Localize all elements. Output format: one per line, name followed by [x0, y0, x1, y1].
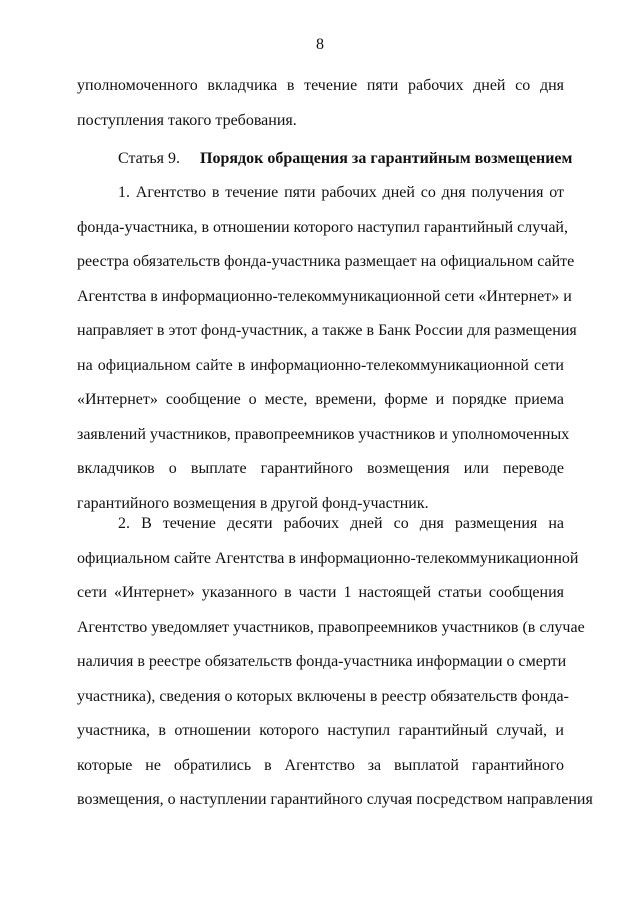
text-line: 2. В течение десяти рабочих дней со дня размещения на	[118, 515, 564, 532]
text-line: фонда-участника, в отношении которого наступил гарантийный случай,	[77, 218, 568, 236]
text-line: направляет в этот фонд-участник, а также в Банк России для размещения	[77, 322, 577, 339]
text-line: вкладчиков о выплате гарантийного возмещения или переводе	[77, 460, 564, 477]
text-line: возмещения, о наступлении гарантийного случая посредством направления	[77, 791, 593, 808]
intro-paragraph	[77, 69, 564, 138]
text-line: 1. Агентство в течение пяти рабочих дней со дня получения от	[118, 184, 564, 201]
paragraph-2	[77, 507, 593, 818]
text-line: Агентство уведомляет участников, правопреемников участников (в случае	[77, 618, 585, 636]
text-line: участника), сведения о которых включены в реестр обязательств фонда-	[77, 687, 569, 705]
text-line: официальном сайте Агентства в информационно-телекоммуникационной	[77, 549, 579, 567]
text-line: Агентства в информационно-телекоммуникационной сети «Интернет» и	[77, 287, 572, 305]
text-line: сети «Интернет» указанного в части 1 настоящей статьи сообщения	[77, 584, 564, 601]
text-line: наличия в реестре обязательств фонда-участника информации о смерти	[77, 653, 567, 670]
text-line: на официальном сайте в информационно-телекоммуникационной сети	[77, 356, 564, 374]
page-number: 8	[316, 36, 324, 53]
text-line: уполномоченного вкладчика в течение пяти рабочих дней со дня	[77, 77, 564, 94]
text-line: которые не обратились в Агентство за выплатой гарантийного	[77, 756, 564, 774]
text-line: участника, в отношении которого наступил гарантийный случай, и	[77, 722, 564, 739]
article-heading	[118, 142, 572, 177]
text-line: «Интернет» сообщение о месте, времени, форме и порядке приема	[77, 391, 564, 408]
paragraph-1	[77, 176, 577, 521]
text-line: поступления такого требования.	[77, 111, 297, 129]
text-line: реестра обязательств фонда-участника размещает на официальном сайте	[77, 253, 575, 270]
text-line: гарантийного возмещения в другой фонд-участник.	[77, 494, 429, 512]
article-title: Порядок обращения за гарантийным возмещением	[200, 150, 573, 167]
text-line: заявлений участников, правопреемников участников и уполномоченных	[77, 425, 570, 443]
article-label: Статья 9.	[118, 150, 180, 167]
